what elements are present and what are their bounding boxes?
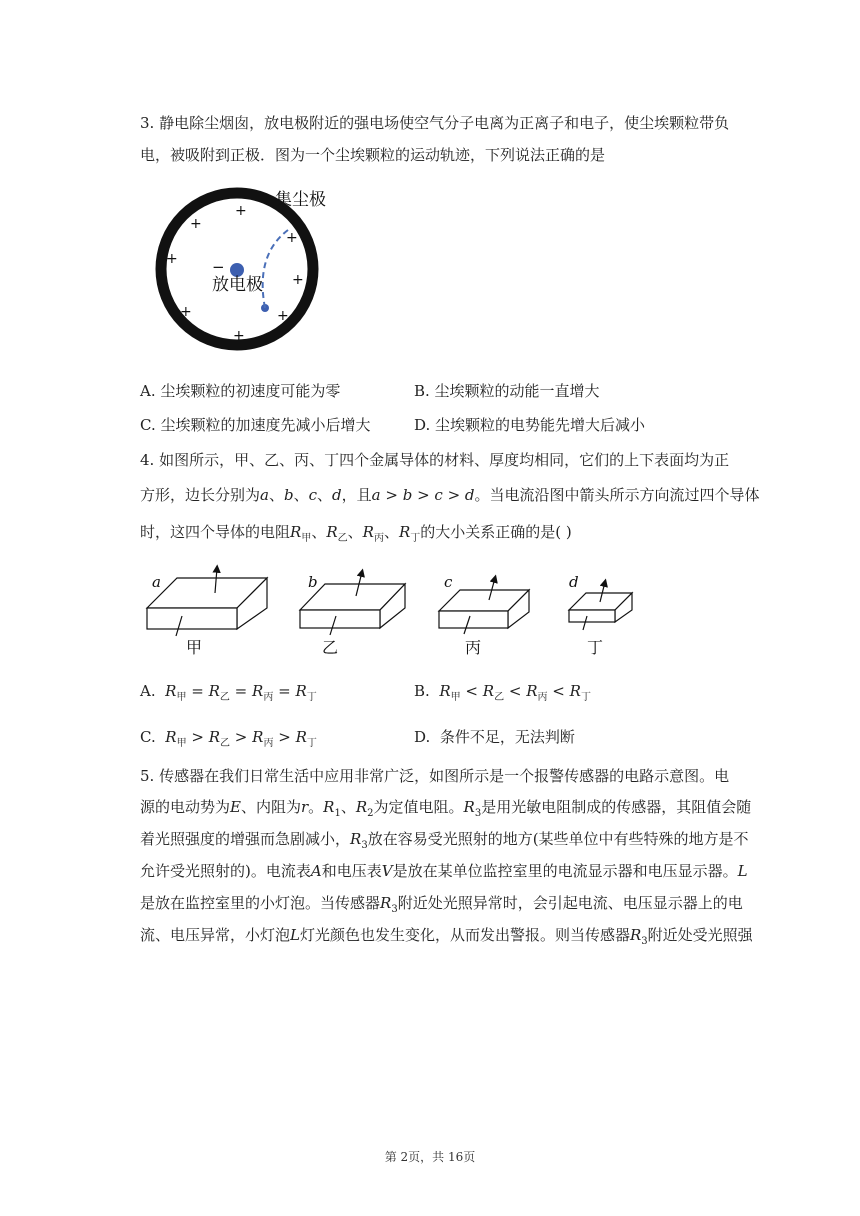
collector-label: 集尘极 bbox=[275, 190, 326, 210]
q3-text-line-1: 3. 静电除尘烟囱，放电极附近的强电场使空气分子电离为正离子和电子，使尘埃颗粒带负 bbox=[140, 114, 730, 132]
page-footer: 第 2页，共 16页 bbox=[384, 1150, 476, 1164]
plus-sign: + bbox=[180, 304, 192, 320]
conductor-name: 乙 bbox=[322, 638, 339, 657]
q4-text-line-3: 时，这四个导体的电阻$R_甲$、$R_乙$、$R_丙$、$R_丁$的大小关系正确的是( ) bbox=[140, 523, 572, 544]
conductor-name: 甲 bbox=[186, 638, 203, 657]
plus-sign: + bbox=[286, 230, 298, 246]
conductor-letter: b bbox=[308, 573, 318, 591]
q4-text-line-1: 4. 如图所示，甲、乙、丙、丁四个金属导体的材料、厚度均相同，它们的上下表面均为正 bbox=[140, 451, 730, 469]
conductor-names bbox=[186, 638, 603, 657]
q3-option-d[interactable]: D. 尘埃颗粒的电势能先增大后减小 bbox=[414, 416, 646, 434]
particle-trajectory bbox=[263, 230, 288, 308]
conductor-letter: d bbox=[569, 573, 579, 591]
q4-option-d[interactable]: D. 条件不足，无法判断 bbox=[414, 728, 575, 746]
q4-figure bbox=[140, 560, 640, 660]
q4-option-c[interactable]: C. $R_甲 > R_乙 > R_丙 > R_丁$ bbox=[140, 728, 317, 749]
q4-inequality: a > b > c > d bbox=[371, 486, 475, 504]
q3-option-a[interactable]: A. 尘埃颗粒的初速度可能为零 bbox=[140, 382, 341, 400]
q5-text-line-3: 着光照强度的增强而急剧减小，$R_3$放在容易受光照射的地方(某些单位中有些特殊的地方是不 bbox=[140, 830, 749, 851]
discharge-electrode-label: 放电极 bbox=[212, 275, 263, 295]
plus-sign: + bbox=[292, 272, 304, 288]
q4-option-b[interactable]: B. $R_甲 < R_乙 < R_丙 < R_丁$ bbox=[414, 682, 591, 703]
plus-sign: + bbox=[277, 308, 289, 324]
conductor-bing bbox=[439, 578, 529, 634]
plus-sign: + bbox=[235, 203, 247, 219]
conductor-jia bbox=[147, 568, 267, 636]
q3-option-c[interactable]: C. 尘埃颗粒的加速度先减小后增大 bbox=[140, 416, 371, 434]
plus-sign: + bbox=[233, 328, 245, 344]
conductor-letter: a bbox=[152, 573, 161, 591]
q5-text-line-2: 源的电动势为E、内阻为r。$R_1$、$R_2$为定值电阻。$R_3$是用光敏电阻制成的传感器，其阻值会随 bbox=[140, 798, 752, 819]
q4-text-line-2: 方形，边长分别为a、b、c、d，且a > b > c > d。当电流沿图中箭头所示方向流过四个导体 bbox=[140, 486, 760, 504]
q5-text-line-6: 流、电压异常，小灯泡L灯光颜色也发生变化，从而发出警报。则当传感器$R_3$附近处受光照强 bbox=[140, 926, 753, 947]
minus-sign: − bbox=[212, 258, 225, 276]
q5-text-line-4: 允许受光照射的)。电流表A和电压表V是放在某单位监控室里的电流显示器和电压显示器。L bbox=[140, 862, 748, 880]
q3-figure bbox=[150, 180, 350, 360]
plus-sign: + bbox=[190, 216, 202, 232]
q3-text-line-2: 电，被吸附到正极．图为一个尘埃颗粒的运动轨迹，下列说法正确的是 bbox=[140, 146, 606, 164]
q3-option-b[interactable]: B. 尘埃颗粒的动能一直增大 bbox=[414, 382, 600, 400]
conductor-name: 丙 bbox=[465, 638, 482, 657]
conductor-letter: c bbox=[444, 573, 453, 591]
q5-text-line-1: 5. 传感器在我们日常生活中应用非常广泛，如图所示是一个报警传感器的电路示意图。电 bbox=[140, 767, 730, 785]
conductor-name: 丁 bbox=[587, 638, 604, 657]
q5-text-line-5: 是放在监控室里的小灯泡。当传感器$R_3$附近处光照异常时，会引起电流、电压显示器上的电 bbox=[140, 894, 743, 915]
plus-sign: + bbox=[166, 251, 178, 267]
q4-option-a[interactable]: A. $R_甲 = R_乙 = R_丙 = R_丁$ bbox=[140, 682, 317, 703]
